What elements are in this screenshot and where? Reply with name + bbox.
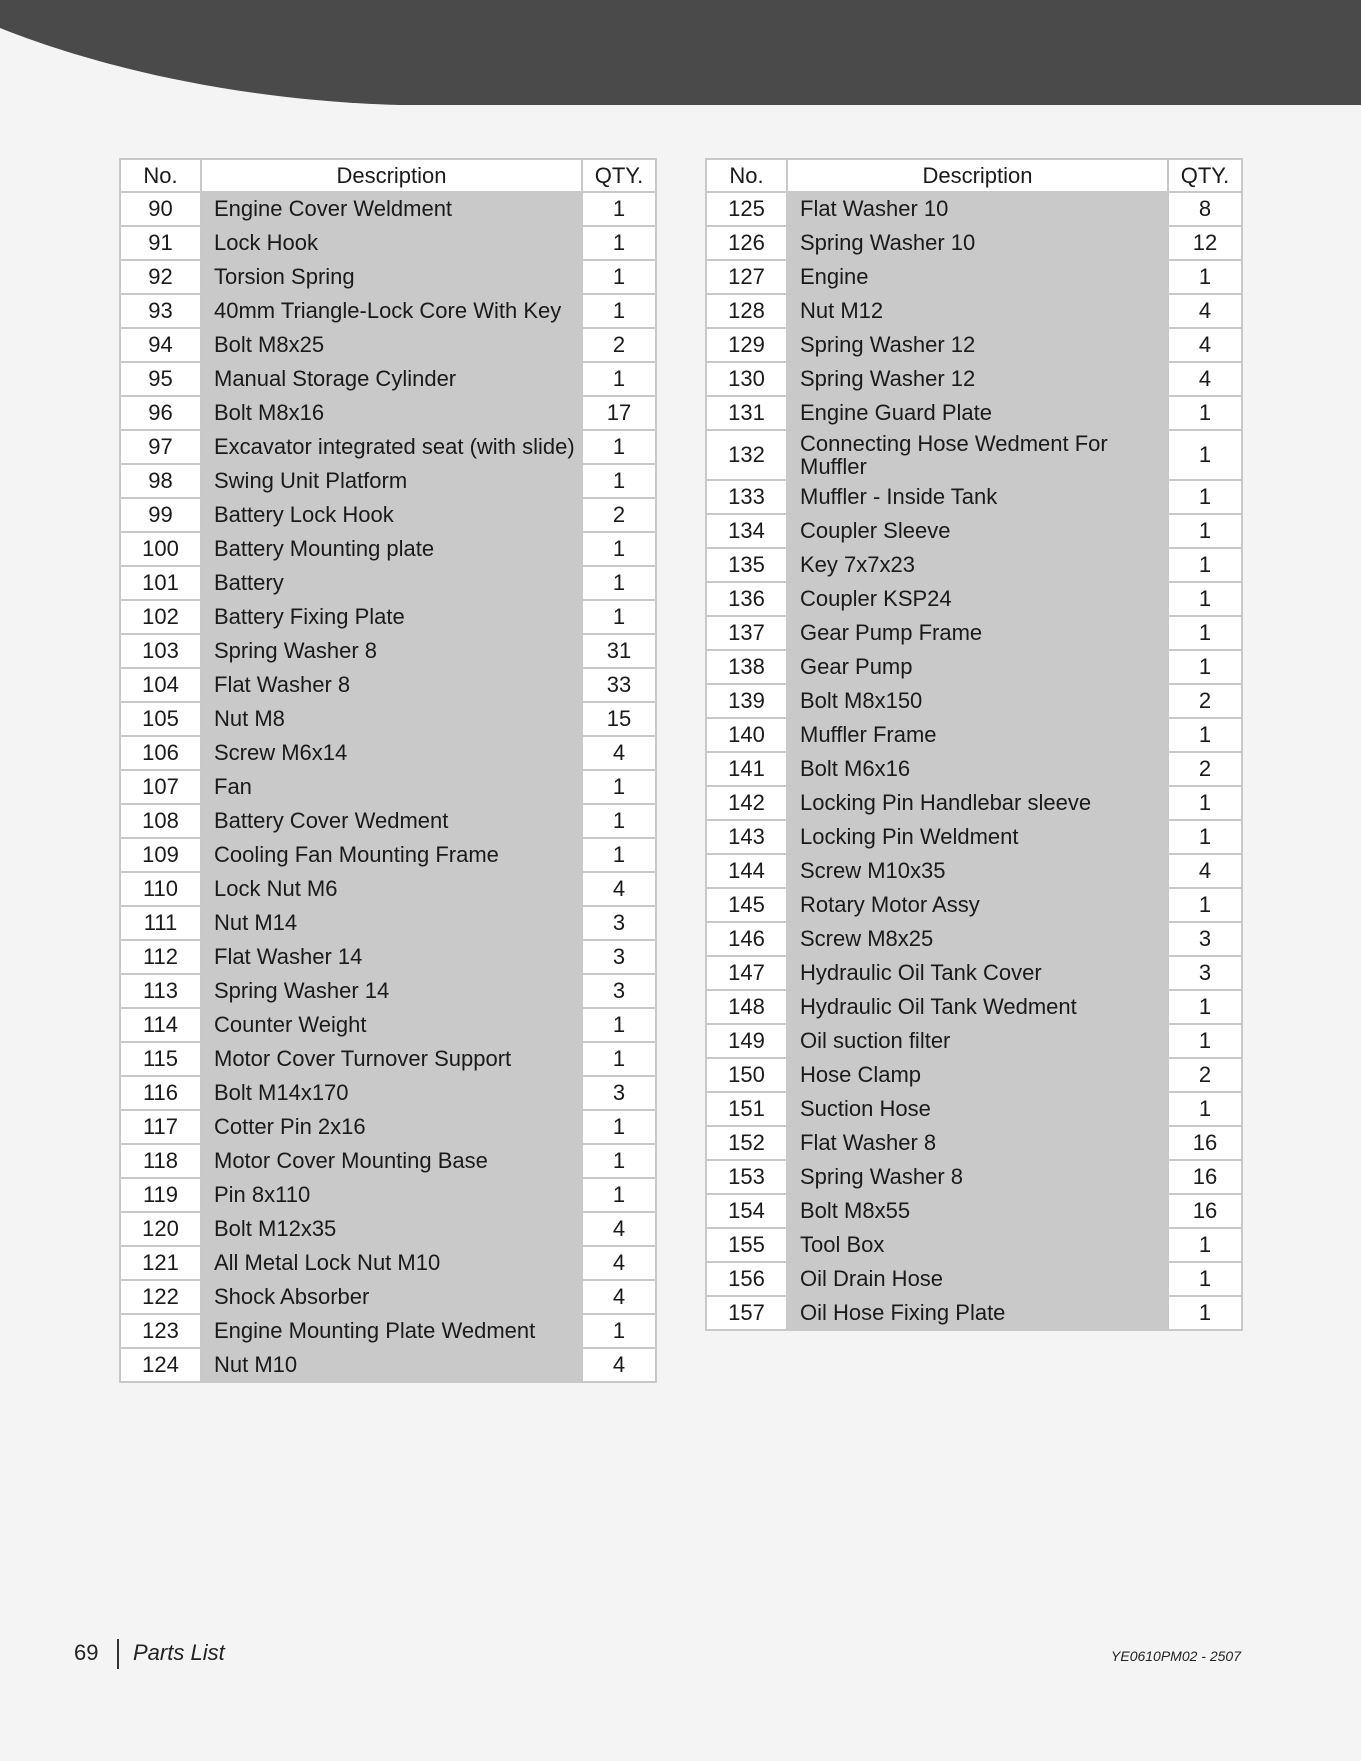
table-row [120,498,656,532]
part-qty-cell: 1 [582,1178,656,1212]
part-qty-cell: 12 [1168,226,1242,260]
table-row [706,362,1242,396]
part-description-cell: Muffler - Inside Tank [787,480,1168,514]
table-row [120,464,656,498]
part-description-cell: Suction Hose [787,1092,1168,1126]
part-description-cell: Spring Washer 8 [201,634,582,668]
table-row [706,616,1242,650]
part-qty-cell: 1 [582,430,656,464]
part-number-cell: 151 [706,1092,787,1126]
part-number-cell: 108 [120,804,201,838]
part-description-cell: Bolt M8x150 [787,684,1168,718]
table-row [120,1178,656,1212]
table-row [120,906,656,940]
table-row [120,770,656,804]
table-row [706,1126,1242,1160]
part-description-cell: Locking Pin Weldment [787,820,1168,854]
table-row [120,1110,656,1144]
table-row [706,1296,1242,1330]
part-qty-cell: 3 [582,974,656,1008]
table-row [706,990,1242,1024]
part-qty-cell: 4 [1168,362,1242,396]
part-number-cell: 104 [120,668,201,702]
table-row [706,582,1242,616]
table-row [706,854,1242,888]
part-number-cell: 97 [120,430,201,464]
part-description-cell: Gear Pump [787,650,1168,684]
part-qty-cell: 1 [1168,888,1242,922]
part-qty-cell: 2 [1168,1058,1242,1092]
part-description-cell: Motor Cover Turnover Support [201,1042,582,1076]
part-qty-cell: 1 [582,464,656,498]
part-qty-cell: 33 [582,668,656,702]
part-number-cell: 127 [706,260,787,294]
part-description-cell: Flat Washer 14 [201,940,582,974]
part-description-cell: Screw M8x25 [787,922,1168,956]
part-number-cell: 115 [120,1042,201,1076]
part-number-cell: 103 [120,634,201,668]
part-qty-cell: 1 [1168,430,1242,480]
part-number-cell: 126 [706,226,787,260]
part-qty-cell: 2 [1168,752,1242,786]
table-row [706,1194,1242,1228]
part-number-cell: 130 [706,362,787,396]
table-row [706,1092,1242,1126]
table-row [706,650,1242,684]
footer-divider [117,1639,119,1669]
part-description-cell: Rotary Motor Assy [787,888,1168,922]
part-description-cell: Bolt M8x25 [201,328,582,362]
part-description-cell: Counter Weight [201,1008,582,1042]
part-qty-cell: 1 [582,362,656,396]
part-description-cell: Coupler KSP24 [787,582,1168,616]
part-number-cell: 92 [120,260,201,294]
part-number-cell: 134 [706,514,787,548]
part-number-cell: 100 [120,532,201,566]
part-number-cell: 152 [706,1126,787,1160]
table-row [120,600,656,634]
part-qty-cell: 16 [1168,1160,1242,1194]
part-description-cell: Motor Cover Mounting Base [201,1144,582,1178]
table-row [120,226,656,260]
part-number-cell: 143 [706,820,787,854]
part-number-cell: 91 [120,226,201,260]
table-row [120,1314,656,1348]
part-qty-cell: 16 [1168,1126,1242,1160]
part-qty-cell: 8 [1168,192,1242,226]
part-qty-cell: 1 [582,770,656,804]
table-row [120,974,656,1008]
part-number-cell: 106 [120,736,201,770]
part-description-cell: All Metal Lock Nut M10 [201,1246,582,1280]
part-description-cell: Connecting Hose Wedment For Muffler [787,430,1168,480]
part-qty-cell: 1 [582,260,656,294]
part-number-cell: 157 [706,1296,787,1330]
part-description-cell: Nut M10 [201,1348,582,1382]
part-description-cell: Shock Absorber [201,1280,582,1314]
part-description-cell: Bolt M8x16 [201,396,582,430]
part-description-cell: Engine Mounting Plate Wedment [201,1314,582,1348]
table-row [120,192,656,226]
part-number-cell: 119 [120,1178,201,1212]
part-description-cell: 40mm Triangle-Lock Core With Key [201,294,582,328]
table-row [706,718,1242,752]
part-qty-cell: 4 [582,1246,656,1280]
part-number-cell: 139 [706,684,787,718]
table-row [120,430,656,464]
part-number-cell: 90 [120,192,201,226]
table-row [120,838,656,872]
part-number-cell: 149 [706,1024,787,1058]
part-description-cell: Spring Washer 8 [787,1160,1168,1194]
part-qty-cell: 15 [582,702,656,736]
part-number-cell: 125 [706,192,787,226]
part-qty-cell: 1 [1168,260,1242,294]
table-row [706,1058,1242,1092]
table-row [120,260,656,294]
part-description-cell: Bolt M6x16 [787,752,1168,786]
part-qty-cell: 1 [1168,582,1242,616]
table-row [120,702,656,736]
table-row [120,1246,656,1280]
part-number-cell: 116 [120,1076,201,1110]
part-qty-cell: 2 [582,328,656,362]
part-number-cell: 136 [706,582,787,616]
column-header-description: Description [787,159,1168,192]
part-description-cell: Gear Pump Frame [787,616,1168,650]
part-description-cell: Flat Washer 10 [787,192,1168,226]
part-description-cell: Muffler Frame [787,718,1168,752]
part-number-cell: 113 [120,974,201,1008]
part-number-cell: 93 [120,294,201,328]
part-number-cell: 109 [120,838,201,872]
part-description-cell: Nut M14 [201,906,582,940]
part-qty-cell: 4 [582,1348,656,1382]
table-row [706,430,1242,480]
part-description-cell: Hose Clamp [787,1058,1168,1092]
part-qty-cell: 4 [582,1212,656,1246]
page-number: 69 [74,1640,99,1665]
table-row [706,1024,1242,1058]
part-qty-cell: 4 [1168,854,1242,888]
part-description-cell: Oil Hose Fixing Plate [787,1296,1168,1330]
table-row [120,362,656,396]
table-row [706,328,1242,362]
part-description-cell: Lock Nut M6 [201,872,582,906]
column-header-qty: QTY. [582,159,656,192]
part-description-cell: Fan [201,770,582,804]
part-qty-cell: 1 [1168,1296,1242,1330]
table-row [120,1212,656,1246]
table-row [706,1262,1242,1296]
part-description-cell: Cotter Pin 2x16 [201,1110,582,1144]
part-qty-cell: 1 [582,804,656,838]
parts-table-left-body [120,192,656,1382]
part-qty-cell: 1 [1168,650,1242,684]
part-number-cell: 110 [120,872,201,906]
part-qty-cell: 1 [1168,1228,1242,1262]
part-number-cell: 154 [706,1194,787,1228]
part-qty-cell: 1 [582,1110,656,1144]
part-number-cell: 144 [706,854,787,888]
part-description-cell: Bolt M8x55 [787,1194,1168,1228]
part-description-cell: Torsion Spring [201,260,582,294]
table-row [120,1076,656,1110]
table-row [120,294,656,328]
part-number-cell: 99 [120,498,201,532]
table-row [706,294,1242,328]
part-qty-cell: 1 [1168,1262,1242,1296]
table-row [120,1280,656,1314]
part-qty-cell: 1 [582,192,656,226]
part-number-cell: 145 [706,888,787,922]
part-qty-cell: 1 [1168,990,1242,1024]
part-qty-cell: 1 [582,532,656,566]
part-description-cell: Pin 8x110 [201,1178,582,1212]
part-qty-cell: 1 [582,566,656,600]
part-qty-cell: 1 [1168,480,1242,514]
part-number-cell: 112 [120,940,201,974]
part-qty-cell: 1 [1168,616,1242,650]
table-row [120,940,656,974]
table-row [706,922,1242,956]
part-number-cell: 94 [120,328,201,362]
table-row [706,1228,1242,1262]
part-number-cell: 137 [706,616,787,650]
table-row [120,634,656,668]
part-number-cell: 140 [706,718,787,752]
part-description-cell: Battery Fixing Plate [201,600,582,634]
part-number-cell: 105 [120,702,201,736]
part-qty-cell: 1 [582,1314,656,1348]
table-row [120,328,656,362]
part-description-cell: Cooling Fan Mounting Frame [201,838,582,872]
table-row [120,668,656,702]
part-qty-cell: 1 [582,1008,656,1042]
part-qty-cell: 1 [582,1042,656,1076]
column-header-no: No. [120,159,201,192]
part-description-cell: Flat Washer 8 [787,1126,1168,1160]
part-number-cell: 123 [120,1314,201,1348]
part-qty-cell: 1 [1168,1024,1242,1058]
part-qty-cell: 3 [582,940,656,974]
part-qty-cell: 1 [582,1144,656,1178]
part-description-cell: Manual Storage Cylinder [201,362,582,396]
column-header-qty: QTY. [1168,159,1242,192]
part-number-cell: 131 [706,396,787,430]
table-row [120,396,656,430]
part-description-cell: Battery [201,566,582,600]
part-description-cell: Engine [787,260,1168,294]
part-number-cell: 117 [120,1110,201,1144]
part-qty-cell: 4 [582,736,656,770]
part-number-cell: 114 [120,1008,201,1042]
part-qty-cell: 4 [1168,294,1242,328]
part-qty-cell: 4 [582,1280,656,1314]
part-description-cell: Battery Cover Wedment [201,804,582,838]
document-code: YE0610PM02 - 2507 [1111,1648,1241,1664]
table-row [706,1160,1242,1194]
table-row [120,736,656,770]
part-description-cell: Engine Cover Weldment [201,192,582,226]
part-number-cell: 102 [120,600,201,634]
part-description-cell: Battery Mounting plate [201,532,582,566]
part-qty-cell: 1 [1168,718,1242,752]
part-qty-cell: 1 [1168,786,1242,820]
part-qty-cell: 3 [1168,922,1242,956]
table-row [706,786,1242,820]
part-description-cell: Hydraulic Oil Tank Wedment [787,990,1168,1024]
part-qty-cell: 1 [582,838,656,872]
table-header-row [120,159,656,192]
part-qty-cell: 17 [582,396,656,430]
part-number-cell: 142 [706,786,787,820]
part-qty-cell: 2 [1168,684,1242,718]
part-description-cell: Coupler Sleeve [787,514,1168,548]
part-description-cell: Screw M6x14 [201,736,582,770]
part-qty-cell: 1 [1168,396,1242,430]
part-number-cell: 124 [120,1348,201,1382]
part-number-cell: 120 [120,1212,201,1246]
column-header-description: Description [201,159,582,192]
part-description-cell: Oil suction filter [787,1024,1168,1058]
part-description-cell: Spring Washer 10 [787,226,1168,260]
part-number-cell: 156 [706,1262,787,1296]
part-qty-cell: 2 [582,498,656,532]
table-row [120,804,656,838]
part-qty-cell: 4 [582,872,656,906]
part-number-cell: 132 [706,430,787,480]
table-row [706,192,1242,226]
part-description-cell: Oil Drain Hose [787,1262,1168,1296]
part-number-cell: 111 [120,906,201,940]
part-description-cell: Swing Unit Platform [201,464,582,498]
part-description-cell: Key 7x7x23 [787,548,1168,582]
column-header-no: No. [706,159,787,192]
part-qty-cell: 31 [582,634,656,668]
parts-table-right-body [706,192,1242,1330]
part-number-cell: 95 [120,362,201,396]
part-qty-cell: 3 [1168,956,1242,990]
table-row [706,752,1242,786]
table-row [706,480,1242,514]
table-row [706,260,1242,294]
header-band [0,0,1361,110]
part-qty-cell: 1 [1168,1092,1242,1126]
part-qty-cell: 1 [1168,514,1242,548]
part-qty-cell: 1 [582,294,656,328]
part-qty-cell: 1 [1168,820,1242,854]
part-qty-cell: 1 [1168,548,1242,582]
part-number-cell: 153 [706,1160,787,1194]
parts-table-right [705,158,1243,1331]
table-row [120,566,656,600]
part-qty-cell: 1 [582,600,656,634]
part-number-cell: 128 [706,294,787,328]
section-title: Parts List [133,1640,225,1665]
table-row [706,888,1242,922]
part-description-cell: Screw M10x35 [787,854,1168,888]
part-description-cell: Hydraulic Oil Tank Cover [787,956,1168,990]
part-number-cell: 135 [706,548,787,582]
table-row [120,1042,656,1076]
part-description-cell: Nut M8 [201,702,582,736]
part-qty-cell: 4 [1168,328,1242,362]
part-number-cell: 121 [120,1246,201,1280]
table-row [120,532,656,566]
part-number-cell: 118 [120,1144,201,1178]
table-row [706,548,1242,582]
parts-table-left [119,158,657,1383]
part-description-cell: Tool Box [787,1228,1168,1262]
part-description-cell: Spring Washer 12 [787,328,1168,362]
part-qty-cell: 1 [582,226,656,260]
table-row [120,1008,656,1042]
part-description-cell: Bolt M14x170 [201,1076,582,1110]
part-number-cell: 141 [706,752,787,786]
part-description-cell: Flat Washer 8 [201,668,582,702]
table-row [706,684,1242,718]
part-number-cell: 122 [120,1280,201,1314]
part-qty-cell: 16 [1168,1194,1242,1228]
part-qty-cell: 3 [582,906,656,940]
part-number-cell: 98 [120,464,201,498]
part-number-cell: 150 [706,1058,787,1092]
table-row [706,514,1242,548]
part-description-cell: Battery Lock Hook [201,498,582,532]
part-description-cell: Spring Washer 12 [787,362,1168,396]
table-row [706,396,1242,430]
part-number-cell: 148 [706,990,787,1024]
table-row [706,956,1242,990]
part-number-cell: 146 [706,922,787,956]
part-number-cell: 138 [706,650,787,684]
part-description-cell: Excavator integrated seat (with slide) [201,430,582,464]
part-description-cell: Engine Guard Plate [787,396,1168,430]
part-number-cell: 133 [706,480,787,514]
table-row [706,820,1242,854]
part-number-cell: 147 [706,956,787,990]
part-number-cell: 155 [706,1228,787,1262]
header-swoosh [0,0,1361,110]
part-qty-cell: 3 [582,1076,656,1110]
part-description-cell: Nut M12 [787,294,1168,328]
table-row [120,1144,656,1178]
part-number-cell: 96 [120,396,201,430]
part-number-cell: 129 [706,328,787,362]
part-description-cell: Lock Hook [201,226,582,260]
table-header-row [706,159,1242,192]
table-row [120,1348,656,1382]
part-description-cell: Spring Washer 14 [201,974,582,1008]
table-row [706,226,1242,260]
part-number-cell: 107 [120,770,201,804]
part-number-cell: 101 [120,566,201,600]
table-row [120,872,656,906]
part-description-cell: Bolt M12x35 [201,1212,582,1246]
part-description-cell: Locking Pin Handlebar sleeve [787,786,1168,820]
